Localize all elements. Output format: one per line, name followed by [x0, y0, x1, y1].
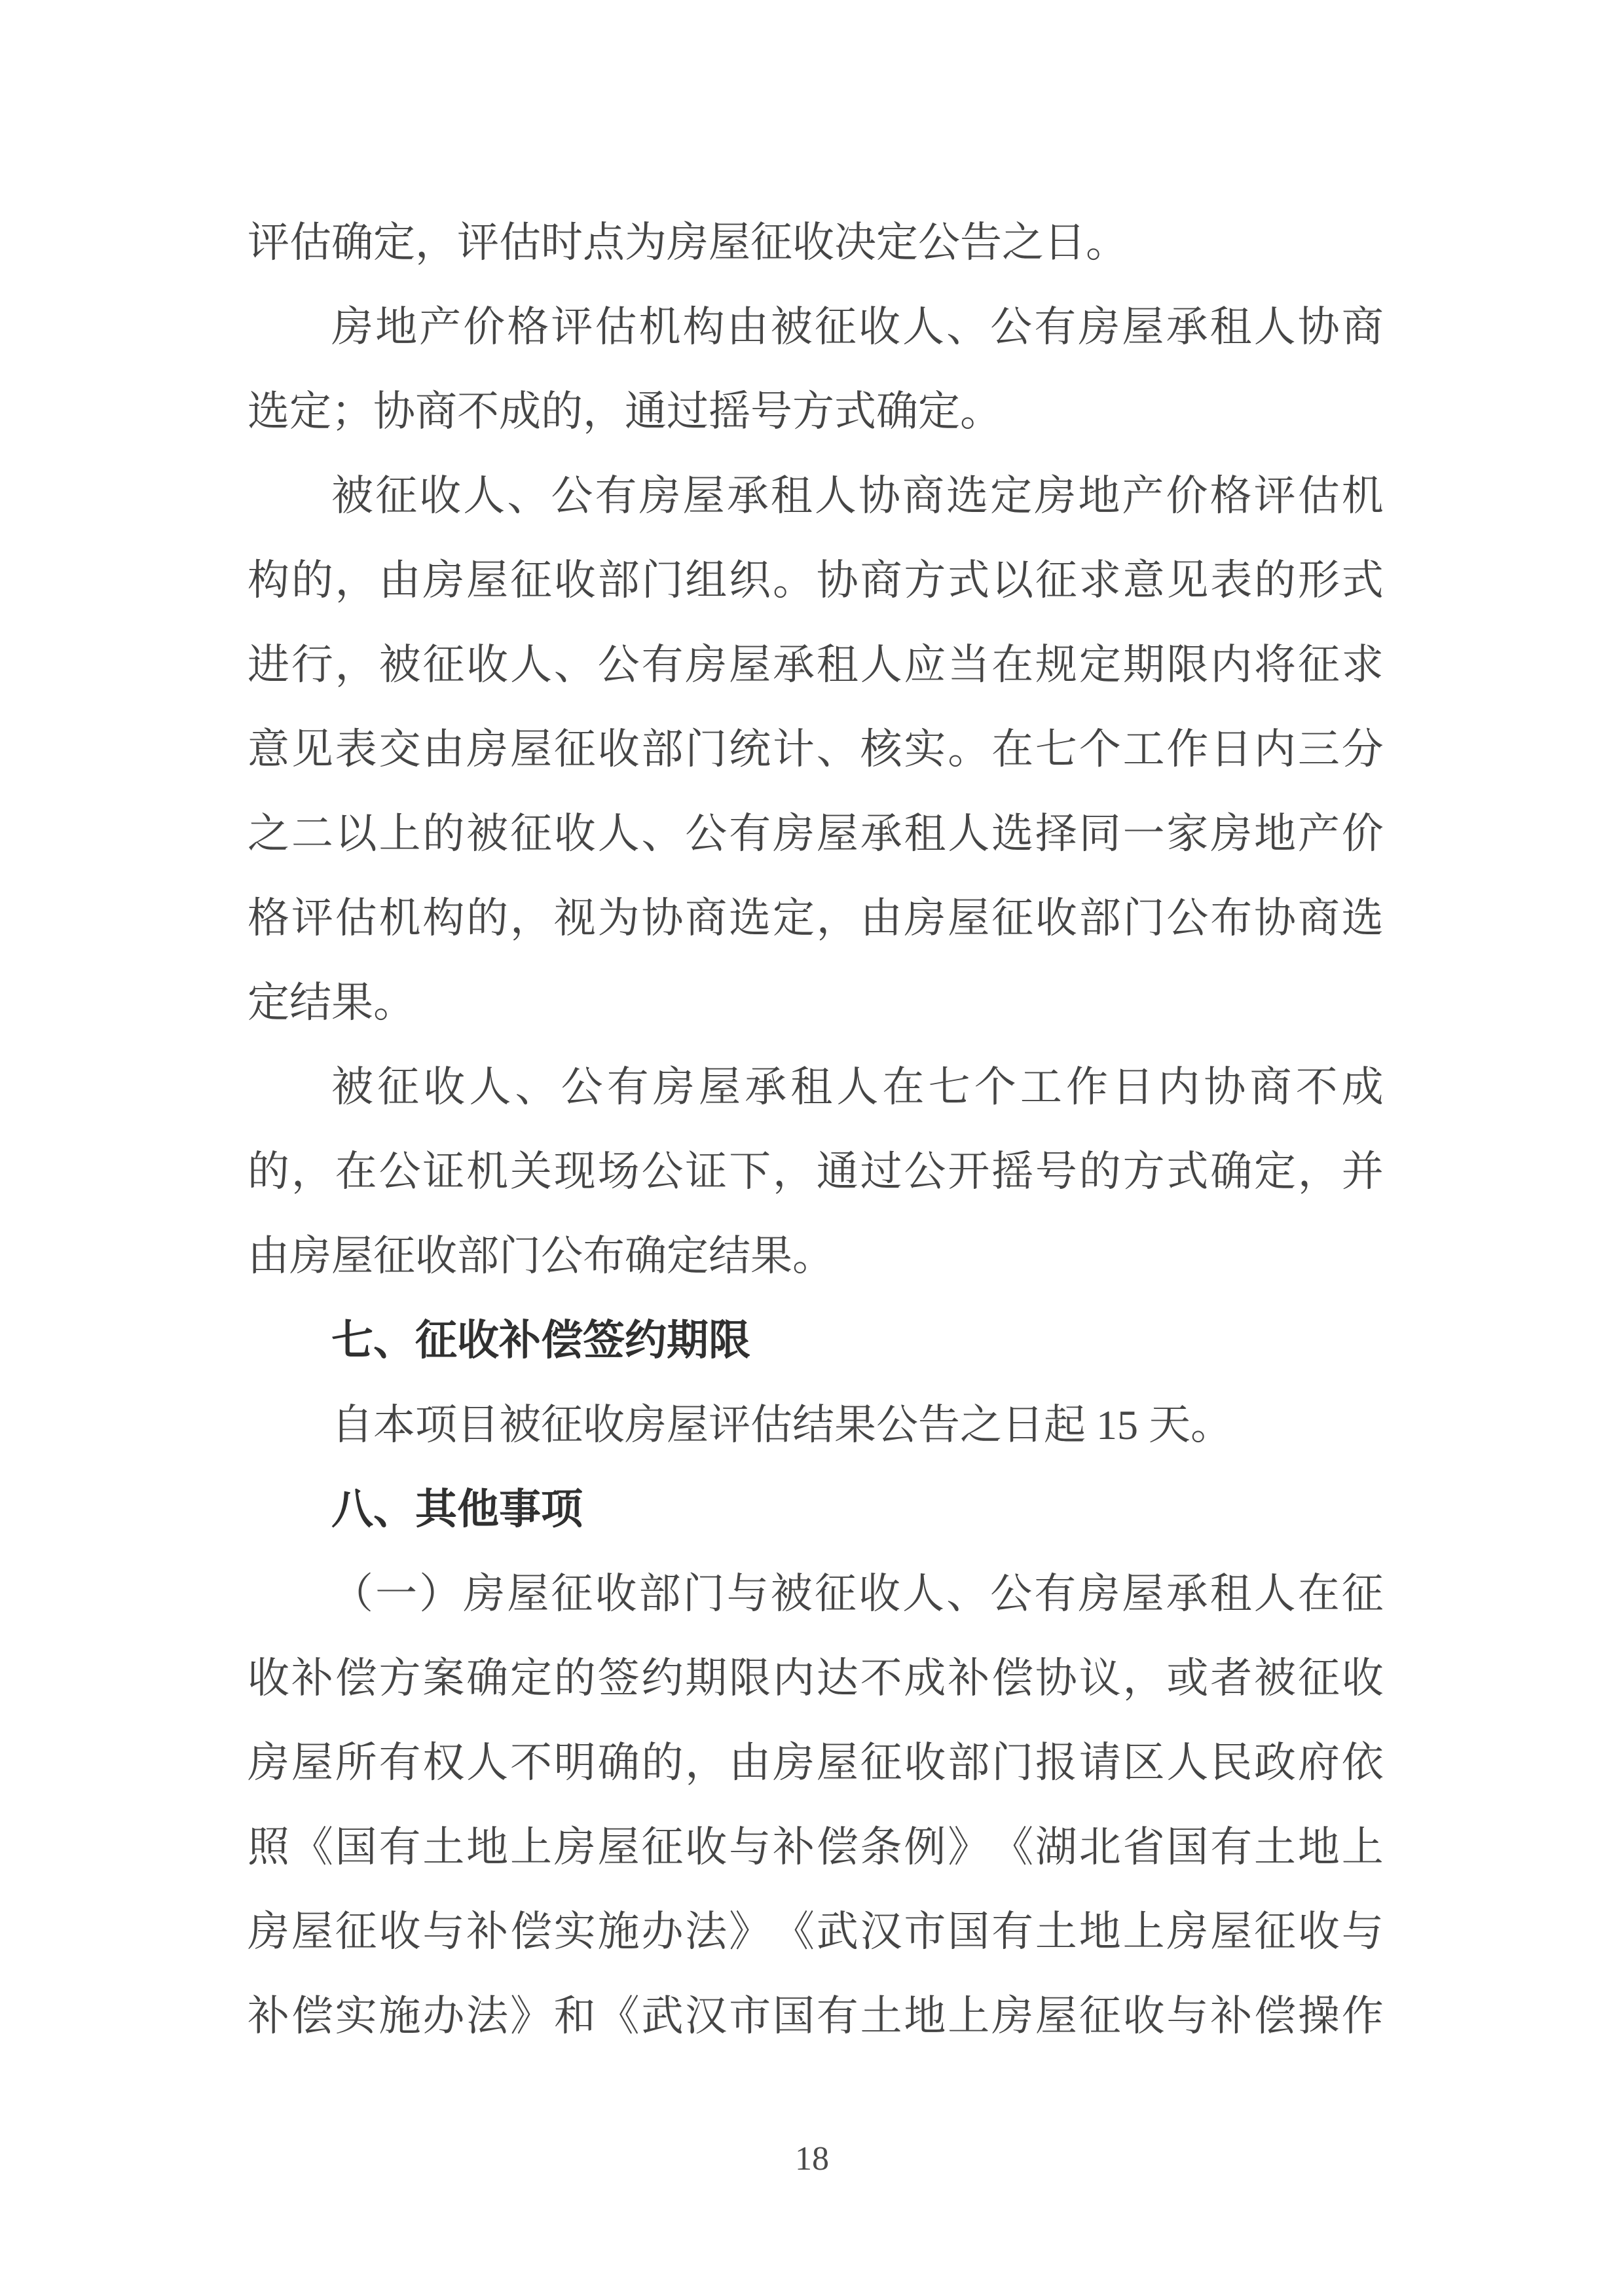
text-line: 被 征 收 人 、 公 有 房 屋 承 租 人 协 商 选 定 房 地 产 价 格 评 估 机: [331, 473, 1384, 519]
text-line: 由房屋征收部门公布确定结果。: [248, 1233, 834, 1279]
text-line: 定结果。: [248, 979, 415, 1026]
text-line: 评估确定，评估时点为房屋征收决定公告之日。: [248, 219, 1128, 266]
document-body: [248, 200, 1384, 2058]
text-line: 自本项目被征收房屋评估结果公告之日起 15 天。: [331, 1402, 1232, 1448]
text-line: 选定；协商不成的，通过摇号方式确定。: [248, 388, 1002, 435]
text-line: 补 偿 实 施 办 法 》 和 《 武 汉 市 国 有 土 地 上 房 屋 征 收 与 补 偿 操 作: [248, 1993, 1384, 2039]
page-number: 18: [795, 2140, 829, 2178]
text-line: 收 补 偿 方 案 确 定 的 签 约 期 限 内 达 不 成 补 偿 协 议 ， 或 者 被 征 收: [248, 1655, 1384, 1702]
text-line: 构 的 ， 由 房 屋 征 收 部 门 组 织 。 协 商 方 式 以 征 求 意 见 表 的 形 式: [248, 557, 1384, 604]
text-line: 意 见 表 交 由 房 屋 征 收 部 门 统 计 、 核 实 。 在 七 个 工 作 日 内 三 分: [248, 726, 1384, 773]
text-line: 房 地 产 价 格 评 估 机 构 由 被 征 收 人 、 公 有 房 屋 承 租 人 协 商: [331, 304, 1384, 350]
section-heading: 八、其他事项: [331, 1485, 583, 1533]
section-heading: 七、征收补偿签约期限: [331, 1317, 750, 1364]
text-line: （ 一 ） 房 屋 征 收 部 门 与 被 征 收 人 、 公 有 房 屋 承 租 人 在 征: [331, 1571, 1384, 1617]
text-line: 格 评 估 机 构 的 ， 视 为 协 商 选 定 ， 由 房 屋 征 收 部 门 公 布 协 商 选: [248, 895, 1384, 941]
text-line: 房 屋 所 有 权 人 不 明 确 的 ， 由 房 屋 征 收 部 门 报 请 区 人 民 政 府 依: [248, 1740, 1384, 1786]
text-line: 被 征 收 人 、 公 有 房 屋 承 租 人 在 七 个 工 作 日 内 协 商 不 成: [331, 1064, 1384, 1110]
text-line: 之 二 以 上 的 被 征 收 人 、 公 有 房 屋 承 租 人 选 择 同 一 家 房 地 产 价: [248, 811, 1384, 857]
text-line: 进 行 ， 被 征 收 人 、 公 有 房 屋 承 租 人 应 当 在 规 定 期 限 内 将 征 求: [248, 642, 1384, 688]
text-line: 照 《 国 有 土 地 上 房 屋 征 收 与 补 偿 条 例 》 《 湖 北 省 国 有 土 地 上: [248, 1824, 1384, 1870]
text-line: 房 屋 征 收 与 补 偿 实 施 办 法 》 《 武 汉 市 国 有 土 地 上 房 屋 征 收 与: [248, 1908, 1384, 1955]
text-line: 的 ， 在 公 证 机 关 现 场 公 证 下 ， 通 过 公 开 摇 号 的 方 式 确 定 ， 并: [248, 1148, 1384, 1195]
